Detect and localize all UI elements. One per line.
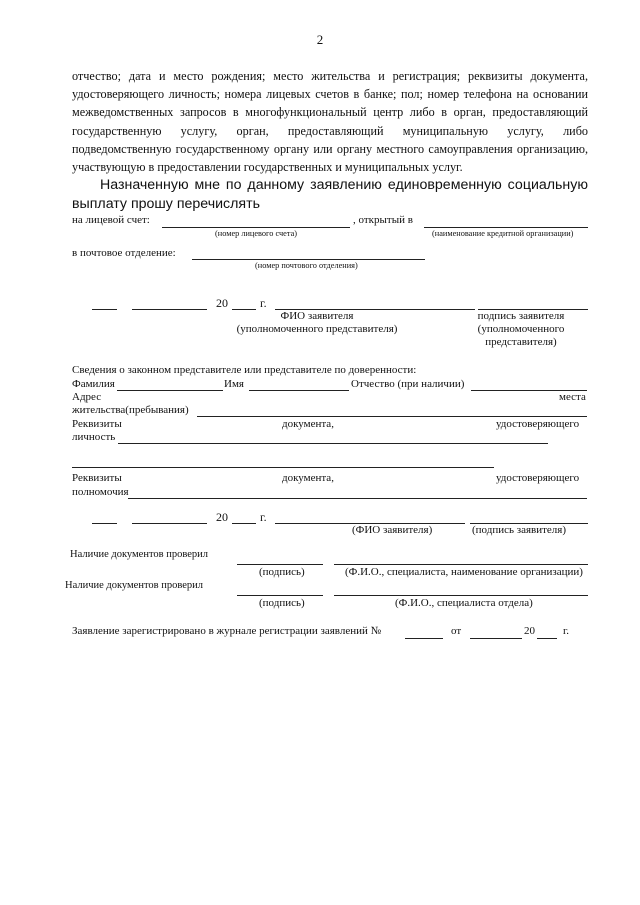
year-prefix-1: 20 bbox=[216, 296, 228, 310]
payment-request-text: Назначенную мне по данному заявлению единовременную социальную выплату прошу перечислять bbox=[72, 177, 588, 212]
check2-fio-line[interactable] bbox=[334, 595, 588, 596]
check1-signature-line[interactable] bbox=[237, 564, 323, 565]
address-label: Адрес bbox=[72, 391, 102, 403]
authority-line[interactable] bbox=[128, 498, 587, 499]
name-label: Имя bbox=[224, 378, 244, 390]
certifying2-label: удостоверяющего bbox=[496, 472, 580, 484]
check2-label: Наличие документов проверил bbox=[65, 580, 204, 591]
year-suffix-1: г. bbox=[260, 296, 267, 310]
year-line-2[interactable] bbox=[232, 523, 256, 524]
check1-fio-caption: (Ф.И.О., специалиста, наименование организации) bbox=[345, 566, 583, 578]
residence-line[interactable] bbox=[197, 416, 587, 417]
identity-line[interactable] bbox=[118, 443, 548, 444]
registration-from-label: от bbox=[451, 625, 462, 637]
year-suffix-2: г. bbox=[260, 510, 267, 524]
post-office-hint: (номер почтового отделения) bbox=[255, 261, 358, 270]
registration-date-line[interactable] bbox=[470, 638, 522, 639]
check1-label: Наличие документов проверил bbox=[70, 549, 209, 560]
identity-line-extra[interactable] bbox=[72, 467, 494, 468]
requisites-label: Реквизиты bbox=[72, 418, 122, 430]
sign-caption-1: подпись заявителя bbox=[477, 310, 565, 322]
sign-caption-3: представителя) bbox=[485, 336, 557, 348]
requisites2-label: Реквизиты bbox=[72, 472, 122, 484]
bank-name-hint: (наименование кредитной организации) bbox=[432, 229, 574, 238]
sign-caption-2: (уполномоченного bbox=[477, 323, 565, 335]
payment-request bbox=[72, 176, 588, 213]
fio-caption-sign2: (ФИО заявителя) bbox=[352, 524, 433, 536]
month-line-2[interactable] bbox=[132, 523, 207, 524]
document-label: документа, bbox=[282, 418, 334, 430]
consent-paragraph: отчество; дата и место рождения; место жительства и регистрация; реквизиты документа, удостоверяющего личность; номера лицевых счетов в банке; пол; номер телефона на основании межведомственных запросов в многофункциональный центр либо в орган, предоставляющий государственную услугу, орган, предоставляющий муниципальную услугу, либо подведомственную государственному органу или органу местного самоуправления организацию, участвующую в предоставлении государственных и муниципальных услуг. bbox=[72, 69, 588, 175]
account-opened-label: , открытый в bbox=[353, 214, 413, 226]
name-line[interactable] bbox=[249, 390, 349, 391]
post-office-line[interactable] bbox=[192, 259, 425, 260]
registration-year-suffix: г. bbox=[563, 625, 570, 637]
document2-label: документа, bbox=[282, 472, 334, 484]
check2-signature-caption: (подпись) bbox=[259, 597, 305, 609]
certifying-label: удостоверяющего bbox=[496, 418, 580, 430]
check2-fio-caption: (Ф.И.О., специалиста отдела) bbox=[395, 597, 533, 609]
fio-caption-2: (уполномоченного представителя) bbox=[236, 323, 398, 335]
bank-name-line[interactable] bbox=[424, 227, 588, 228]
authority-label: полномочия bbox=[72, 486, 129, 498]
registration-number-line[interactable] bbox=[405, 638, 443, 639]
surname-label: Фамилия bbox=[72, 378, 115, 390]
account-number-line[interactable] bbox=[162, 227, 350, 228]
residence-label: жительства(пребывания) bbox=[72, 404, 189, 416]
year-prefix-2: 20 bbox=[216, 510, 228, 524]
registration-year-line[interactable] bbox=[537, 638, 557, 639]
patronymic-label: Отчество (при наличии) bbox=[351, 378, 465, 390]
identity-label: личность bbox=[72, 431, 116, 443]
account-number-hint: (номер лицевого счета) bbox=[215, 229, 298, 238]
check1-signature-caption: (подпись) bbox=[259, 566, 305, 578]
place-label: места bbox=[559, 391, 586, 403]
post-label: в почтовое отделение: bbox=[72, 247, 176, 259]
surname-line[interactable] bbox=[117, 390, 223, 391]
representative-heading: Сведения о законном представителе или представителе по доверенности: bbox=[72, 364, 417, 376]
fio-caption-1: ФИО заявителя bbox=[280, 310, 354, 322]
day-line-1[interactable] bbox=[92, 309, 117, 310]
day-line-2[interactable] bbox=[92, 523, 117, 524]
check2-signature-line[interactable] bbox=[237, 595, 323, 596]
account-label: на лицевой счет: bbox=[72, 214, 150, 226]
registration-year-prefix: 20 bbox=[524, 625, 535, 637]
page-number: 2 bbox=[316, 32, 324, 47]
signature-caption-sign2: (подпись заявителя) bbox=[472, 524, 567, 536]
registration-text: Заявление зарегистрировано в журнале регистрации заявлений № bbox=[72, 625, 382, 637]
check1-fio-line[interactable] bbox=[334, 564, 588, 565]
month-line-1[interactable] bbox=[132, 309, 207, 310]
